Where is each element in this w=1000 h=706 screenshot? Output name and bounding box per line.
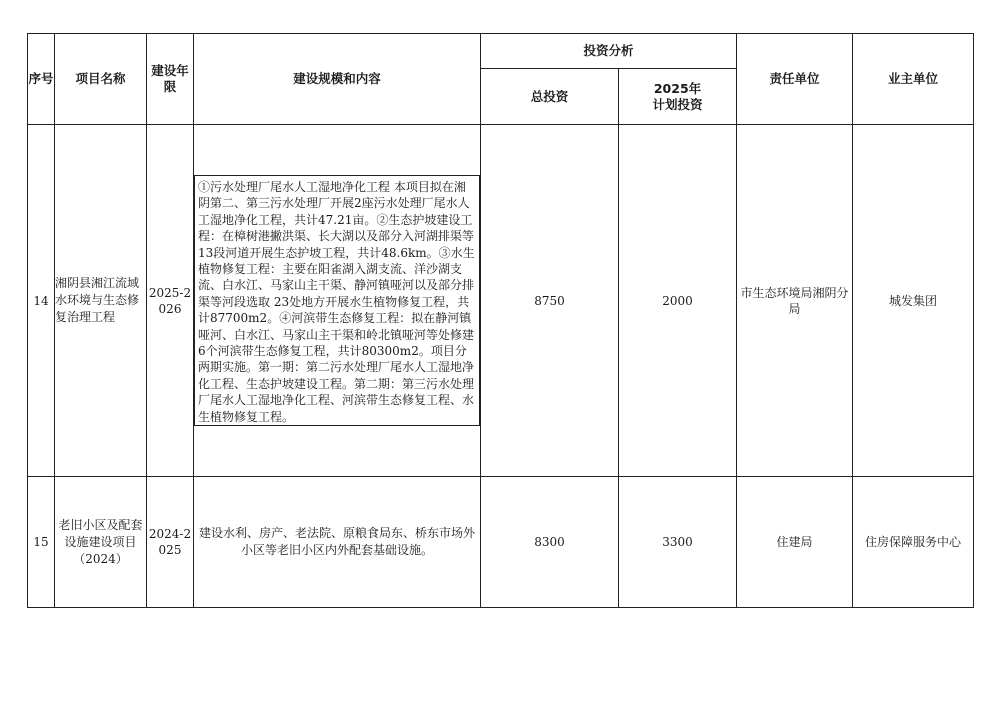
row-name: 老旧小区及配套设施建设项目（2024） — [55, 477, 147, 608]
table-row — [28, 477, 974, 608]
row-owner-unit: 城发集团 — [853, 125, 974, 477]
row-total-investment: 8300 — [481, 477, 619, 608]
row-content: 建设水利、房产、老法院、原粮食局东、桥东市场外小区等老旧小区内外配套基础设施。 — [194, 477, 481, 608]
row-period: 2025-2026 — [147, 125, 194, 477]
row-responsible-unit: 市生态环境局湘阴分局 — [737, 125, 853, 477]
row-planned-2025: 2000 — [619, 125, 737, 477]
header-name: 项目名称 — [55, 34, 147, 125]
header-period: 建设年限 — [147, 34, 194, 125]
header-planned-2025-line1: 2025年 — [653, 80, 702, 96]
table-row — [28, 125, 974, 477]
header-seq: 序号 — [28, 34, 55, 125]
row-period: 2024-2025 — [147, 477, 194, 608]
header-content: 建设规模和内容 — [194, 34, 481, 125]
row-content — [194, 125, 481, 477]
row-owner-unit: 住房保障服务中心 — [853, 477, 974, 608]
header-owner-unit: 业主单位 — [853, 34, 974, 125]
header-responsible-unit: 责任单位 — [737, 34, 853, 125]
header-planned-2025-line2: 计划投资 — [652, 96, 703, 112]
header-investment-group: 投资分析 — [481, 34, 737, 69]
row-planned-2025: 3300 — [619, 477, 737, 608]
header-total-investment: 总投资 — [481, 69, 619, 125]
row-total-investment: 8750 — [481, 125, 619, 477]
row-content-text: ①污水处理厂尾水人工湿地净化工程 本项目拟在湘阴第二、第三污水处理厂开展2座污水处理厂尾水人工湿地净化工程，共计47.21亩。②生态护坡建设工程：在樟树港撇洪渠、长大湖以及部分入河湖排渠等13段河道开展生态护坡工程，共计48.6km。③水生植物修复工程：主要在阳雀湖入湖支流、洋沙湖支流、白水江、马家山主干渠、静河镇哑河以及部分排渠等河段选取 23处地方开展水生植物修复工程，共计87700m2。④河滨带生态修复工程：拟在静河镇哑河、白水江、马家山主干渠和岭北镇哑河等处修建6个河滨带生态修复工程，共计80300m2。项目分两期实施。第一期：第二污水处理厂尾水人工湿地净化工程、生态护坡建设工程。第二期：第三污水处理厂尾水人工湿地净化工程、河滨带生态修复工程、水生植物修复工程。 — [194, 175, 480, 426]
header-planned-2025 — [619, 69, 737, 125]
row-seq: 14 — [28, 125, 55, 477]
row-seq: 15 — [28, 477, 55, 608]
row-name: 湘阴县湘江流域水环境与生态修复治理工程 — [55, 125, 147, 477]
row-responsible-unit: 住建局 — [737, 477, 853, 608]
project-table — [27, 33, 974, 608]
